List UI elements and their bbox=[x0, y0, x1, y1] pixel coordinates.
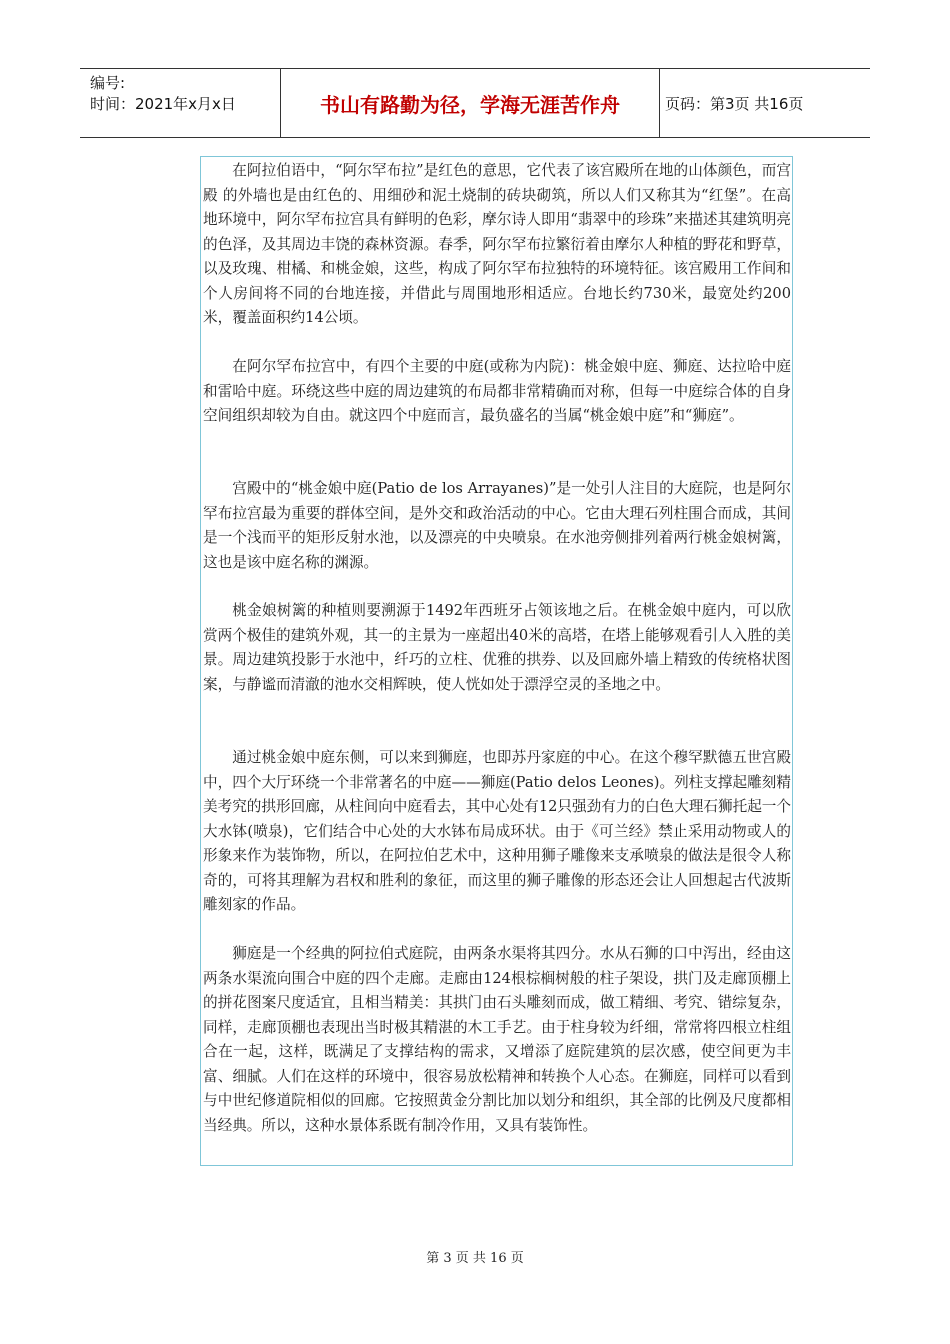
header-meta bbox=[80, 69, 281, 137]
paragraph-1: 在阿拉伯语中，“阿尔罕布拉”是红色的意思，它代表了该宫殿所在地的山体颜色，而宫殿 的外墙也是由红色的、用细砂和泥土烧制的砖块砌筑，所以人们又称其为“红堡”。在高地环境中，阿尔罕布拉宫具有鲜明的色彩，摩尔诗人即用“翡翠中的珍珠”来描述其建筑明亮的色泽，及其周边丰饶的森林资源。春季，阿尔罕布拉繁衍着由摩尔人种植的野花和野草，以及玫瑰、柑橘、和桃金娘，这些，构成了阿尔罕布拉独特的环境特征。该宫殿用工作间和个人房间将不同的台地连接，并借此与周围地形相适应。台地长约730米，最宽处约200米，覆盖面积约14公顷。 bbox=[203, 162, 791, 326]
paragraph-6: 狮庭是一个经典的阿拉伯式庭院，由两条水渠将其四分。水从石狮的口中泻出，经由这两条水渠流向围合中庭的四个走廊。走廊由124根棕榈树般的柱子架设，拱门及走廊顶棚上的拼花图案尺度适宜，且相当精美：其拱门由石头雕刻而成，做工精细、考究、错综复杂，同样，走廊顶棚也表现出当时极其精湛的木工手艺。由于柱身较为纤细，常常将四根立柱组合在一起，这样，既满足了支撑结构的需求，又增添了庭院建筑的层次感，使空间更为丰富、细腻。人们在这样的环境中，很容易放松精神和转换个人心态。在狮庭，同样可以看到与中世纪修道院相似的回廊。它按照黄金分割比加以划分和组织，其全部的比例及尺度都相当经典。所以，这种水景体系既有制冷作用，又具有装饰性。 bbox=[203, 945, 791, 1134]
paragraph-5: 通过桃金娘中庭东侧，可以来到狮庭，也即苏丹家庭的中心。在这个穆罕默德五世宫殿中，四个大厅环绕一个非常著名的中庭——狮庭(Patio delos Leones)。列柱支撑起雕刻精美考究的拱形回廊，从柱间向中庭看去，其中心处有12只强劲有力的白色大理石狮托起一个大水钵(喷泉)，它们结合中心处的大水钵布局成环状。由于《可兰经》禁止采用动物或人的形象来作为装饰物，所以，在阿拉伯艺术中，这种用狮子雕像来支承喷泉的做法是很令人称奇的，可将其理解为君权和胜利的象征，而这里的狮子雕像的形态还会让人回想起古代波斯雕刻家的作品。 bbox=[203, 749, 791, 913]
page-footer: 第 3 页 共 16 页 bbox=[426, 1251, 524, 1266]
motto-title: 书山有路勤为径，学海无涯苦作舟 bbox=[281, 69, 660, 137]
paragraph-4: 桃金娘树篱的种植则要溯源于1492年西班牙占领该地之后。在桃金娘中庭内，可以欣赏两个极佳的建筑外观，其一的主景为一座超出40米的高塔，在塔上能够观看引人入胜的美景。周边建筑投影于水池中，纤巧的立柱、优雅的拱券、以及回廊外墙上精致的传统格状图案，与静谧而清澈的池水交相辉映，使人恍如处于漂浮空灵的圣地之中。 bbox=[203, 602, 791, 693]
paragraph-3: 宫殿中的“桃金娘中庭(Patio de los Arrayanes)”是一处引人注目的大庭院，也是阿尔罕布拉宫最为重要的群体空间，是外交和政治活动的中心。它由大理石列柱围合而成，其间是一个浅而平的矩形反射水池，以及漂亮的中央喷泉。在水池旁侧排列着两行桃金娘树篱，这也是该中庭名称的渊源。 bbox=[203, 480, 791, 571]
paragraph-2: 在阿尔罕布拉宫中，有四个主要的中庭(或称为内院)：桃金娘中庭、狮庭、达拉哈中庭和雷哈中庭。环绕这些中庭的周边建筑的布局都非常精确而对称，但每一中庭综合体的自身空间组织却较为自由。就这四个中庭而言，最负盛名的当属“桃金娘中庭”和“狮庭”。 bbox=[203, 358, 791, 424]
page-number-info: 页码：第3页 共16页 bbox=[665, 94, 804, 113]
date-label: 时间：2021年x月x日 bbox=[90, 95, 236, 113]
serial-number-label: 编号: bbox=[90, 74, 126, 92]
article-body bbox=[200, 156, 793, 1166]
page-header bbox=[80, 68, 870, 138]
